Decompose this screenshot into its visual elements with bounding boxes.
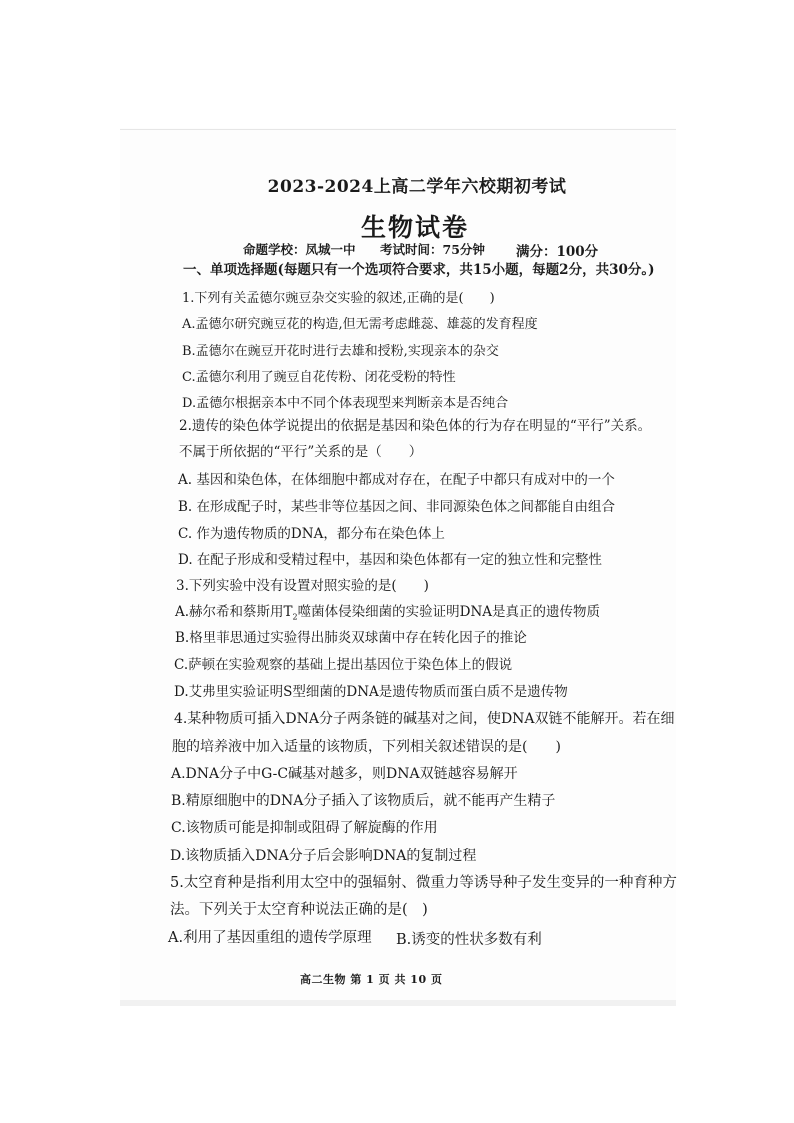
question-3-option-a-prefix: A.赫尔希和蔡斯用T	[175, 604, 293, 620]
exam-title: 2023-2024上高二学年六校期初考试	[267, 177, 567, 197]
question-1-option-d: D.孟德尔根据亲本中不同个体表现型来判断亲本是否纯合	[182, 396, 509, 411]
question-3-option-a	[175, 604, 600, 626]
bottom-divider	[120, 1000, 676, 1006]
question-5-option-a: A.利用了基因重组的遗传学原理	[168, 930, 372, 946]
question-5-option-b: B.诱变的性状多数有利	[396, 932, 542, 948]
question-4-option-b: B.精原细胞中的DNA分子插入了该物质后，就不能再产生精子	[171, 793, 556, 809]
section-heading: 一、单项选择题(每题只有一个选项符合要求，共15小题，每题2分，共30分。)	[183, 262, 655, 278]
exam-full-score: 满分：100分	[516, 244, 599, 260]
question-3-option-a-suffix: 噬菌体侵染细菌的实验证明DNA是真正的遗传物质	[297, 604, 601, 620]
question-2-option-d: D. 在配子形成和受精过程中，基因和染色体都有一定的独立性和完整性	[178, 552, 602, 568]
question-1-option-a: A.孟德尔研究豌豆花的构造,但无需考虑雌蕊、雄蕊的发育程度	[182, 317, 538, 332]
question-3-option-d: D.艾弗里实验证明S型细菌的DNA是遗传物质而蛋白质不是遗传物	[174, 684, 568, 700]
question-2-option-a: A. 基因和染色体，在体细胞中都成对存在，在配子中都只有成对中的一个	[178, 472, 615, 488]
top-divider	[120, 129, 676, 130]
page-footer: 高二生物 第 1 页 共 10 页	[300, 973, 443, 986]
exam-duration: 考试时间：75分钟	[380, 242, 485, 257]
question-1-stem: 1.下列有关孟德尔豌豆杂交实验的叙述,正确的是( )	[182, 291, 495, 306]
question-4-stem-line-1: 4.某种物质可插入DNA分子两条链的碱基对之间，使DNA双链不能解开。若在细	[174, 711, 675, 727]
exam-school: 命题学校：凤城一中	[243, 242, 356, 257]
subject-title: 生物试卷	[360, 213, 469, 242]
question-2-stem-line-2: 不属于所依据的“平行”关系的是（ ）	[179, 444, 423, 460]
question-3-stem: 3.下列实验中没有设置对照实验的是( )	[176, 578, 429, 594]
question-2-stem-line-1: 2.遗传的染色体学说提出的依据是基因和染色体的行为存在明显的“平行”关系。	[179, 418, 652, 434]
question-5-stem-line-2: 法。下列关于太空育种说法正确的是( )	[170, 902, 428, 918]
question-3-option-c: C.萨顿在实验观察的基础上提出基因位于染色体上的假说	[174, 657, 513, 673]
question-2-option-b: B. 在形成配子时，某些非等位基因之间、非同源染色体之间都能自由组合	[178, 499, 616, 515]
question-1-option-c: C.孟德尔利用了豌豆自花传粉、闭花受粉的特性	[182, 370, 456, 385]
question-2-option-c: C. 作为遗传物质的DNA，都分布在染色体上	[178, 526, 445, 542]
question-1-option-b: B.孟德尔在豌豆开花时进行去雄和授粉,实现亲本的杂交	[182, 344, 499, 359]
question-4-option-c: C.该物质可能是抑制或阻碍了解旋酶的作用	[171, 820, 438, 836]
question-3-option-b: B.格里菲思通过实验得出肺炎双球菌中存在转化因子的推论	[175, 630, 527, 646]
question-4-stem-line-2: 胞的培养液中加入适量的该物质，下列相关叙述错误的是( )	[172, 739, 561, 755]
question-5-stem-line-1: 5.太空育种是指利用太空中的强辐射、微重力等诱导种子发生变异的一种育种方	[170, 875, 677, 891]
question-4-option-d: D.该物质插入DNA分子后会影响DNA的复制过程	[170, 848, 477, 864]
question-3-option-a-subscript: 2	[292, 612, 298, 622]
question-4-option-a: A.DNA分子中G-C碱基对越多，则DNA双链越容易解开	[171, 766, 518, 782]
